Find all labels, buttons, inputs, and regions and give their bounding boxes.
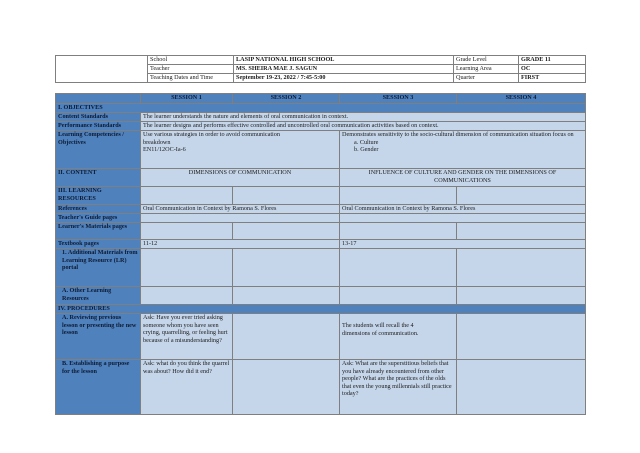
- empty-cell: [340, 249, 457, 287]
- lesson-plan-table: [55, 93, 586, 415]
- textbook-pages-session-3-4: 13-17: [340, 240, 586, 249]
- empty-cell: [340, 187, 457, 205]
- teacher-value: MS. SHEIRA MAE J. SAGUN: [234, 65, 454, 74]
- empty-cell: [233, 287, 340, 305]
- empty-cell: [141, 223, 233, 240]
- references-session-1-2: Oral Communication in Context by Ramona S. Flores: [141, 205, 340, 214]
- quarter-value: FIRST: [519, 74, 586, 83]
- empty-cell: [233, 223, 340, 240]
- references-label: References: [56, 205, 141, 214]
- empty-cell: [457, 360, 586, 415]
- session-1-header: SESSION 1: [141, 94, 233, 104]
- empty-cell: [233, 314, 340, 360]
- school-value: LASIP NATIONAL HIGH SCHOOL: [234, 56, 454, 65]
- competency-list: [342, 139, 583, 154]
- empty-cell: [141, 249, 233, 287]
- teachers-guide-label: Teacher's Guide pages: [56, 214, 141, 223]
- textbook-pages-session-1-2: 11-12: [141, 240, 340, 249]
- empty-cell: [233, 249, 340, 287]
- empty-cell: [340, 287, 457, 305]
- session-3-header: SESSION 3: [340, 94, 457, 104]
- teacher-label: Teacher: [148, 65, 234, 74]
- empty-cell: [457, 249, 586, 287]
- learning-resources-heading: III. LEARNING RESOURCES: [56, 187, 141, 205]
- purpose-session-3: Ask: What are the superstitious beliefs that you have already encountered from other people? What are the practices of the olds that even the young millennials still practice today?: [340, 360, 457, 415]
- session-2-header: SESSION 2: [233, 94, 340, 104]
- header-info-table: [55, 55, 586, 83]
- learning-competencies-label: Learning Competencies / Objectives: [56, 131, 141, 169]
- purpose-session-1: Ask: what do you think the quarrel was about? How did it end?: [141, 360, 233, 415]
- learning-area-value: OC: [519, 65, 586, 74]
- empty-cell: [141, 214, 340, 223]
- competencies-session-1-2: [141, 131, 340, 169]
- empty-cell: [340, 223, 457, 240]
- review-session-3-text: The students will recall the 4 dimensions of communication.: [342, 322, 419, 337]
- empty-cell: [141, 187, 233, 205]
- empty-cell: [457, 287, 586, 305]
- competency-text-s3: Demonstrates sensitivity to the socio-cultural dimension of communication situation focus on: [342, 131, 574, 138]
- learning-area-label: Learning Area: [454, 65, 519, 74]
- references-session-3-4: Oral Communication in Context by Ramona S. Flores: [340, 205, 586, 214]
- empty-cell: [457, 223, 586, 240]
- session-4-header: SESSION 4: [457, 94, 586, 104]
- empty-cell: [457, 187, 586, 205]
- competency-text: Use various strategies in order to avoid communication breakdown: [143, 131, 280, 146]
- establishing-purpose-label: B. Establishing a purpose for the lesson: [56, 360, 141, 415]
- header-blank-cell: [56, 56, 148, 83]
- quarter-label: Quarter: [454, 74, 519, 83]
- empty-cell: [141, 287, 233, 305]
- empty-cell: [340, 214, 586, 223]
- school-label: School: [148, 56, 234, 65]
- empty-cell: [233, 187, 340, 205]
- additional-materials-label: 1. Additional Materials from Learning Resource (LR) portal: [56, 249, 141, 287]
- textbook-pages-label: Textbook pages: [56, 240, 141, 249]
- procedures-heading: IV. PROCEDURES: [56, 305, 586, 314]
- review-session-1: Ask: Have you ever tried asking someone whom you have seen crying, quarrelling, or feeling hurt because of a misunderstanding?: [141, 314, 233, 360]
- content-standards-label: Content Standards: [56, 113, 141, 122]
- learners-materials-label: Learner's Materials pages: [56, 223, 141, 240]
- content-session-3-4: INFLUENCE OF CULTURE AND GENDER ON THE DIMENSIONS OF COMMUNICATIONS: [340, 169, 586, 187]
- other-resources-label: A. Other Learning Resources: [56, 287, 141, 305]
- competency-code: EN11/12OC-Ia-6: [143, 146, 186, 154]
- teaching-dates-label: Teaching Dates and Time: [148, 74, 234, 83]
- content-standards-value: The learner understands the nature and elements of oral communication in context.: [141, 113, 586, 122]
- reviewing-lesson-label: A. Reviewing previous lesson or presenting the new lesson: [56, 314, 141, 360]
- competency-item-culture: a. Culture: [354, 138, 379, 146]
- performance-standards-value: The learner designs and performs effective controlled and uncontrolled oral communication activities based on context.: [141, 122, 586, 131]
- performance-standards-label: Performance Standards: [56, 122, 141, 131]
- grade-level-label: Grade Level: [454, 56, 519, 65]
- review-session-3: [340, 314, 457, 360]
- competencies-session-3-4: [340, 131, 586, 169]
- grade-level-value: GRADE 11: [519, 56, 586, 65]
- objectives-heading: I. OBJECTIVES: [56, 104, 586, 113]
- content-label: II. CONTENT: [56, 169, 141, 187]
- empty-cell: [233, 360, 340, 415]
- competency-item-gender: b. Gender: [354, 146, 379, 154]
- empty-cell: [457, 314, 586, 360]
- corner-cell: [56, 94, 141, 104]
- teaching-dates-value: September 19-23, 2022 / 7:45-5:00: [234, 74, 454, 83]
- content-session-1-2: DIMENSIONS OF COMMUNICATION: [141, 169, 340, 187]
